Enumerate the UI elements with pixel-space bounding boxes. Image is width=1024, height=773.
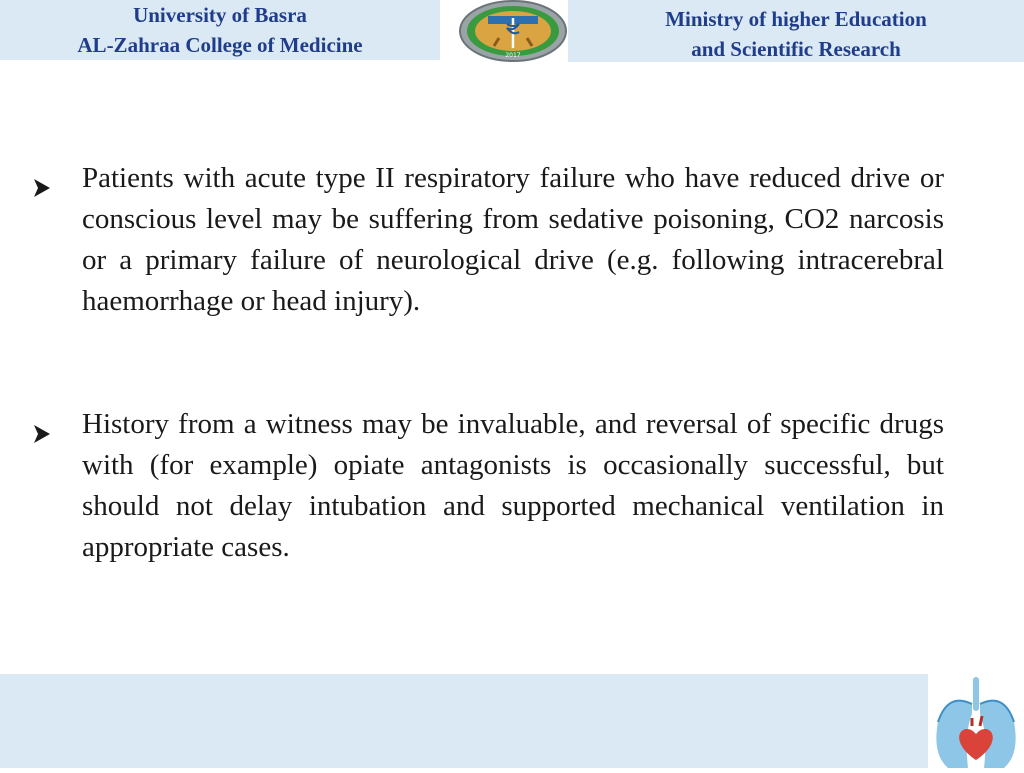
- university-name: University of Basra: [133, 3, 307, 27]
- header-left-panel: [0, 0, 440, 60]
- emblem-year: 2017: [505, 52, 521, 59]
- college-name: AL-Zahraa College of Medicine: [77, 33, 363, 57]
- arrow-bullet-icon: [32, 169, 52, 189]
- bullet-item: [32, 158, 944, 322]
- ministry-line-1: Ministry of higher Education: [665, 7, 927, 31]
- slide-content: [32, 158, 944, 568]
- header-right-panel: [568, 0, 1024, 62]
- bullet-text: History from a witness may be invaluable, and reversal of specific drugs with (for example) opiate antagonists is occasionally successful, but should not delay intubation and supported mechanical ventilation in appropriate cases.: [82, 408, 944, 563]
- college-emblem-icon: [458, 0, 568, 62]
- bullet-text: Patients with acute type II respiratory failure who have reduced drive or conscious level may be suffering from sedative poisoning, CO2 narcosis or a primary failure of neurological drive (e.g. following intracerebral haemorrhage or head injury).: [82, 162, 944, 317]
- ministry-line-2: and Scientific Research: [691, 37, 901, 61]
- lungs-heart-icon: [928, 674, 1024, 768]
- bullet-item: [32, 404, 944, 568]
- footer-bar: [0, 674, 928, 768]
- arrow-bullet-icon: [32, 415, 52, 435]
